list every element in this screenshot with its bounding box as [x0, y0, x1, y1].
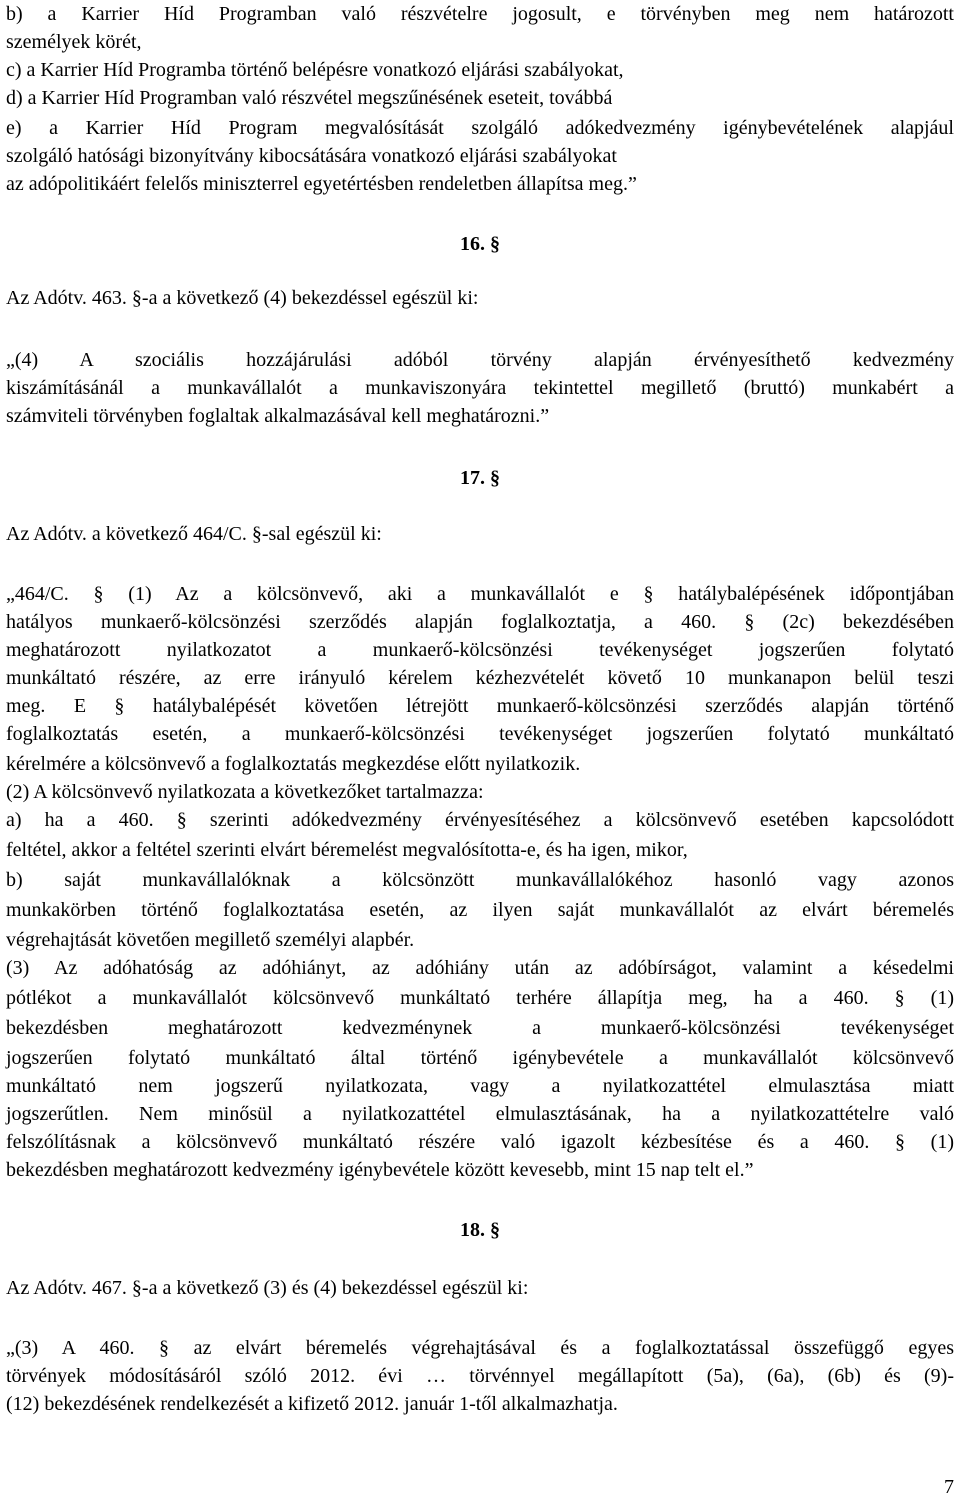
text-line: személyek körét, — [6, 31, 142, 53]
text-line: munkakörben történő foglalkoztatása esetén, az ilyen saját munkavállalót az elvárt béremelés — [6, 899, 954, 921]
text-line: foglalkoztatás esetén, a munkaerő-kölcsönzési tevékenységet jogszerűen folytató munkáltató — [6, 723, 954, 745]
section-heading: 18. § — [460, 1219, 500, 1241]
text-line: „(4) A szociális hozzájárulási adóból törvény alapján érvényesíthető kedvezmény — [6, 349, 954, 371]
text-line: Az Adótv. 463. §-a a következő (4) bekezdéssel egészül ki: — [6, 287, 479, 309]
text-line: feltétel, akkor a feltétel szerinti elvárt béremelést megvalósította-e, és ha igen, mikor, — [6, 839, 688, 861]
text-line: a) ha a 460. § szerinti adókedvezmény érvényesítéséhez a kölcsönvevő esetében kapcsolódott — [6, 809, 954, 831]
text-line: bekezdésben meghatározott kedvezmény igénybevétele között kevesebb, mint 15 nap telt el.” — [6, 1159, 754, 1181]
page-number: 7 — [944, 1476, 954, 1498]
text-line: „(3) A 460. § az elvárt béremelés végrehajtásával és a foglalkoztatással összefüggő egyes — [6, 1337, 954, 1359]
text-line: „464/C. § (1) Az a kölcsönvevő, aki a munkavállalót e § hatálybalépésének időpontjában — [6, 583, 954, 605]
text-line: törvények módosításáról szóló 2012. évi … törvénnyel megállapított (5a), (6a), (6b) és (9)- — [6, 1365, 954, 1387]
text-line: kérelmére a kölcsönvevő a foglalkoztatás megkezdése előtt nyilatkozik. — [6, 753, 581, 775]
text-line: meghatározott nyilatkozatot a munkaerő-kölcsönzési tevékenységet jogszerűen folytató — [6, 639, 954, 661]
text-line: végrehajtását követően megillető személyi alapbér. — [6, 929, 415, 951]
text-line: az adópolitikáért felelős miniszterrel egyetértésben rendeletben állapítsa meg.” — [6, 173, 637, 195]
section-heading: 17. § — [460, 467, 500, 489]
text-line: meg. E § hatálybalépését követően létrejött munkaerő-kölcsönzési szerződés alapján történő — [6, 695, 954, 717]
text-line: (3) Az adóhatóság az adóhiányt, az adóhiány után az adóbírságot, valamint a késedelmi — [6, 957, 954, 979]
text-line: Az Adótv. 467. §-a a következő (3) és (4) bekezdéssel egészül ki: — [6, 1277, 529, 1299]
text-line: Az Adótv. a következő 464/C. §-sal egészül ki: — [6, 523, 382, 545]
text-line: e) a Karrier Híd Program megvalósítását szolgáló adókedvezmény igénybevételének alapjául — [6, 117, 954, 139]
text-line: szolgáló hatósági bizonyítvány kibocsátására vonatkozó eljárási szabályokat — [6, 145, 617, 167]
text-line: pótlékot a munkavállalót kölcsönvevő munkáltató terhére állapítja meg, ha a 460. § (1) — [6, 987, 954, 1009]
text-line: kiszámításánál a munkavállalót a munkaviszonyára tekintettel megillető (bruttó) munkabért a — [6, 377, 954, 399]
text-line: felszólításnak a kölcsönvevő munkáltató részére való igazolt kézbesítése és a 460. § (1) — [6, 1131, 954, 1153]
text-line: bekezdésben meghatározott kedvezménynek a munkaerő-kölcsönzési tevékenységet — [6, 1017, 954, 1039]
text-line: (12) bekezdésének rendelkezését a kifizető 2012. január 1-től alkalmazhatja. — [6, 1393, 618, 1415]
text-line: (2) A kölcsönvevő nyilatkozata a következőket tartalmazza: — [6, 781, 484, 803]
section-heading: 16. § — [460, 233, 500, 255]
text-line: d) a Karrier Híd Programban való részvétel megszűnésének eseteit, továbbá — [6, 87, 613, 109]
text-line: c) a Karrier Híd Programba történő belépésre vonatkozó eljárási szabályokat, — [6, 59, 624, 81]
text-line: b) saját munkavállalóknak a kölcsönzött munkavállalókéhoz hasonló vagy azonos — [6, 869, 954, 891]
text-line: b) a Karrier Híd Programban való részvételre jogosult, e törvényben meg nem határozott — [6, 3, 954, 25]
text-line: jogszerűtlen. Nem minősül a nyilatkozattétel elmulasztásának, ha a nyilatkozattételre való — [6, 1103, 954, 1125]
text-line: jogszerűen folytató munkáltató által történő igénybevétele a munkavállalót kölcsönvevő — [6, 1047, 954, 1069]
text-line: munkáltató nem jogszerű nyilatkozata, vagy a nyilatkozattétel elmulasztása miatt — [6, 1075, 954, 1097]
text-line: számviteli törvényben foglaltak alkalmazásával kell meghatározni.” — [6, 405, 550, 427]
text-line: munkáltató részére, az erre irányuló kérelem kézhezvételét követő 10 munkanapon belül teszi — [6, 667, 954, 689]
text-line: hatályos munkaerő-kölcsönzési szerződés alapján foglalkoztatja, a 460. § (2c) bekezdésében — [6, 611, 954, 633]
